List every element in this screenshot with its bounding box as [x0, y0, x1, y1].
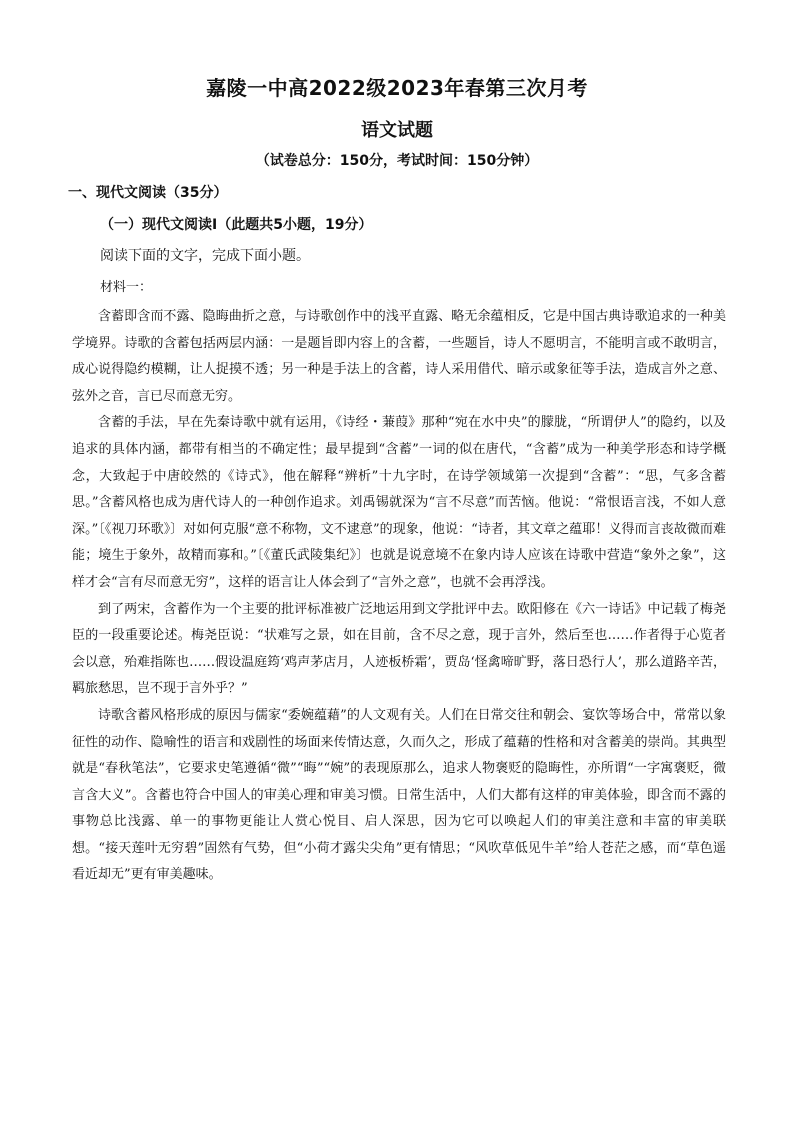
reading-passage	[72, 304, 726, 889]
material-label: 材料一：	[100, 280, 153, 295]
exam-title: 嘉陵一中高2022级2023年春第三次月考	[206, 76, 588, 100]
exam-note: （试卷总分：150分，考试时间：150分钟）	[255, 153, 539, 169]
passage-paragraph: 含蓄的手法，早在先秦诗歌中就有运用，《诗经・蒹葭》那种“宛在水中央”的朦胧，“所谓伊人”的隐约，以及追求的具体内涵，都带有相当的不确定性；最早提到“含蓄”一词的似在唐代，“含蓄”成为一种美学形态和诗学概念，大致起于中唐皎然的《诗式》，他在解释“辨析”十九字时，在诗学领域第一次提到“含蓄”：“思，气多含蓄思。”含蓄风格也成为唐代诗人的一种创作追求。刘禹锡就深为“言不尽意”而苦恼。他说：“常恨语言浅，不如人意深。”〔《视刀环歌》〕对如何克服“意不称物，文不逮意”的现象，他说：“诗者，其文章之蕴耶！义得而言丧故微而难能；境生于象外，故精而寡和。”〔《董氏武陵集纪》〕也就是说意境不在象内诗人应该在诗歌中营造“象外之象”，这样才会“言有尽而意无穷”，这样的语言让人体会到了“言外之意”，也就不会再浮浅。	[72, 415, 726, 590]
passage-paragraph: 到了两宋，含蓄作为一个主要的批评标准被广泛地运用到文学批评中去。欧阳修在《六一诗话》中记载了梅尧臣的一段重要论述。梅尧臣说：“状难写之景，如在目前，含不尽之意，现于言外，然后至也……作者得于心览者会以意，殆难指陈也……假设温庭筠‘鸡声茅店月，人迹板桥霜’，贾岛‘怪禽啼旷野，落日恐行人’，那么道路辛苦，羁旅愁思，岂不现于言外乎？”	[72, 601, 726, 697]
sub-section-heading: （一）现代文阅读Ⅰ（此题共5小题，19分）	[100, 217, 373, 233]
reading-instruction: 阅读下面的文字，完成下面小题。	[100, 248, 310, 264]
exam-subtitle: 语文试题	[361, 120, 433, 141]
passage-paragraph: 含蓄即含而不露、隐晦曲折之意，与诗歌创作中的浅平直露、略无余蕴相反，它是中国古典诗歌追求的一种美学境界。诗歌的含蓄包括两层内涵：一是题旨即内容上的含蓄，一些题旨，诗人不愿明言，不能明言或不敢明言，成心说得隐约模糊，让人捉摸不透；另一种是手法上的含蓄，诗人采用借代、暗示或象征等手法，造成言外之意、弦外之音，言已尽而意无穷。	[72, 309, 726, 404]
passage-paragraph: 诗歌含蓄风格形成的原因与儒家“委婉蕴藉”的人文观有关。人们在日常交往和朝会、宴饮等场合中，常常以象征性的动作、隐喻性的语言和戏剧性的场面来传情达意，久而久之，形成了蕴藉的性格和对含蓄美的崇尚。其典型就是“春秋笔法”，它要求史笔遵循“微”“晦”“婉”的表现原那么，追求人物褒贬的隐晦性，亦所谓“一字寓褒贬，微言含大义”。含蓄也符合中国人的审美心理和审美习惯。日常生活中，人们大都有这样的审美体验，即含而不露的事物总比浅露、单一的事物更能让人赏心悦目、启人深思，因为它可以唤起人们的审美注意和丰富的审美联想。“接天莲叶无穷碧”固然有气势，但“小荷才露尖尖角”更有情思；“风吹草低见牛羊”给人苍茫之感，而“草色遥看近却无”更有审美趣味。	[72, 707, 726, 883]
section-heading: 一、现代文阅读（35分）	[68, 185, 228, 201]
